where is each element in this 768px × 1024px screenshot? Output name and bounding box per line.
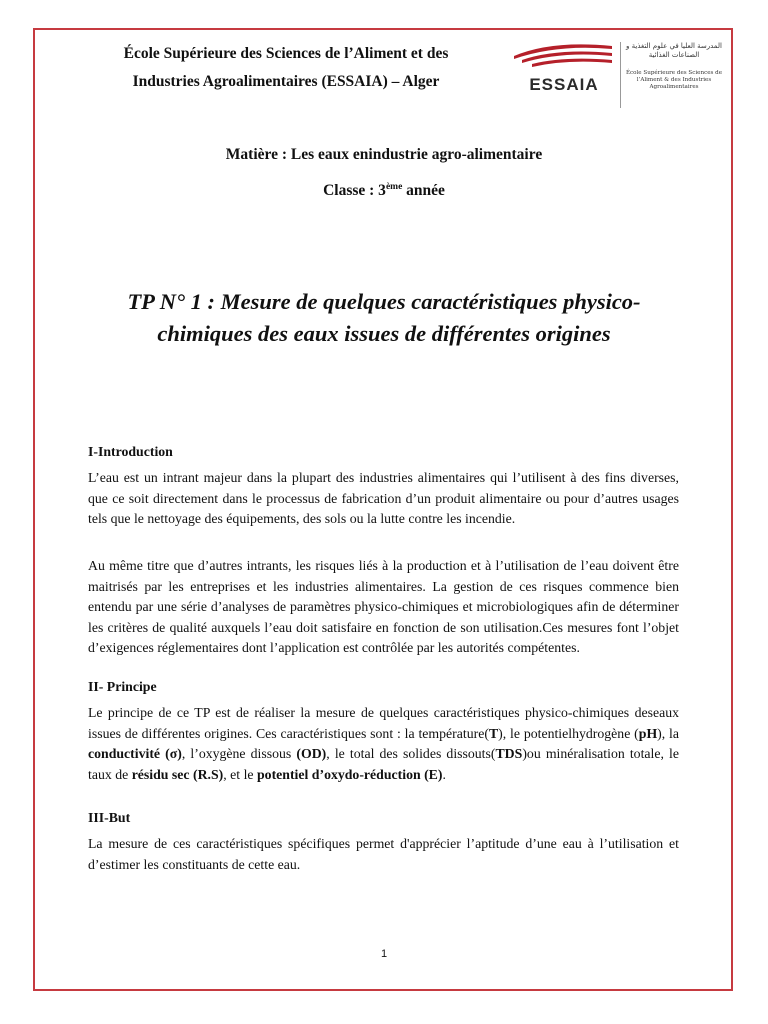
tds-symbol: TDS bbox=[495, 746, 523, 761]
redox-potential-term: potentiel d’oxydo-réduction (E) bbox=[257, 766, 443, 782]
od-symbol: (OD) bbox=[296, 746, 327, 761]
logo-arabic-text: المدرسة العليا في علوم التغذية و الصناعات الغذائية bbox=[626, 42, 722, 59]
class-suffix: année bbox=[402, 182, 445, 200]
school-name-line2: Industries Agroalimentaires (ESSAIA) – Alger bbox=[132, 73, 440, 90]
introduction-paragraph-1: L’eau est un intrant majeur dans la plupart des industries alimentaires qui l’utilisent à des fins diverses, que ce soit directement dans le processus de fabrication d’un produit alimentaire ou pour d’autres usages tels que le nettoyage des équipements, des sols ou la lutte contre les incendie. bbox=[88, 470, 679, 526]
class-prefix: Classe : 3 bbox=[323, 182, 386, 200]
logo-french-text: École Supérieure des Sciences de l’Aliment & des Industries Agroalimentaires bbox=[625, 70, 723, 90]
class-line bbox=[0, 182, 768, 200]
residu-sec-term: résidu sec (R.S) bbox=[131, 766, 224, 782]
logo-text: ESSAIA bbox=[529, 75, 599, 94]
conductivity-term: conductivité (σ) bbox=[88, 746, 182, 761]
principe-text: . bbox=[442, 766, 446, 782]
principe-heading: II- Principe bbox=[88, 679, 157, 694]
temperature-symbol: T bbox=[488, 725, 499, 741]
essaia-logo bbox=[512, 38, 616, 100]
but-heading: III-But bbox=[88, 810, 131, 825]
page-number: 1 bbox=[380, 948, 388, 960]
logo-divider bbox=[620, 42, 621, 108]
principe-text: ), la bbox=[657, 725, 680, 741]
school-name-line1: École Supérieure des Sciences de l’Aliment et des bbox=[123, 45, 449, 62]
principe-text: ), le potentielhydrogène ( bbox=[498, 725, 639, 741]
introduction-paragraph-2: Au même titre que d’autres intrants, les risques liés à la production et à l’utilisation de l’eau doivent être maitrisés par les entreprises et les industries alimentaires. La gestion de ces risques commence bien entendu par une série d’analyses de paramètres physico-chimiques et microbiologiques afin de déterminer les critères de qualité auxquels l’eau doit satisfaire en fonction de son utilisation.Ces mesures font l’objet d’exigences réglementaires dont l’application est contrôlée par les autorités compétentes. bbox=[88, 558, 679, 655]
principe-paragraph bbox=[88, 703, 679, 785]
principe-text: )ou minéralisation totale, le taux de bbox=[88, 746, 679, 782]
school-name bbox=[76, 40, 496, 96]
principe-text: , l’oxygène dissous bbox=[181, 746, 297, 761]
introduction-heading: I-Introduction bbox=[88, 444, 173, 459]
principe-text: , le total des solides dissouts( bbox=[326, 746, 496, 761]
principe-text: Le principe de ce TP est de réaliser la mesure de quelques caractéristiques physico-chimiques deseaux issues de différentes origines. Ces caractéristiques sont : la température( bbox=[88, 705, 679, 741]
subject-line: Matière : Les eaux enindustrie agro-alimentaire bbox=[225, 146, 543, 163]
but-paragraph: La mesure de ces caractéristiques spécifiques permet d'apprécier l’aptitude d’une eau à l’utilisation et d’estimer les constituants de cette eau. bbox=[88, 836, 679, 872]
document-title: TP N° 1 : Mesure de quelques caractéristiques physico-chimiques des eaux issues de différentes origines bbox=[127, 289, 641, 346]
ph-symbol: pH bbox=[638, 725, 658, 741]
principe-text: , et le bbox=[223, 766, 257, 782]
class-superscript: ème bbox=[385, 182, 403, 192]
